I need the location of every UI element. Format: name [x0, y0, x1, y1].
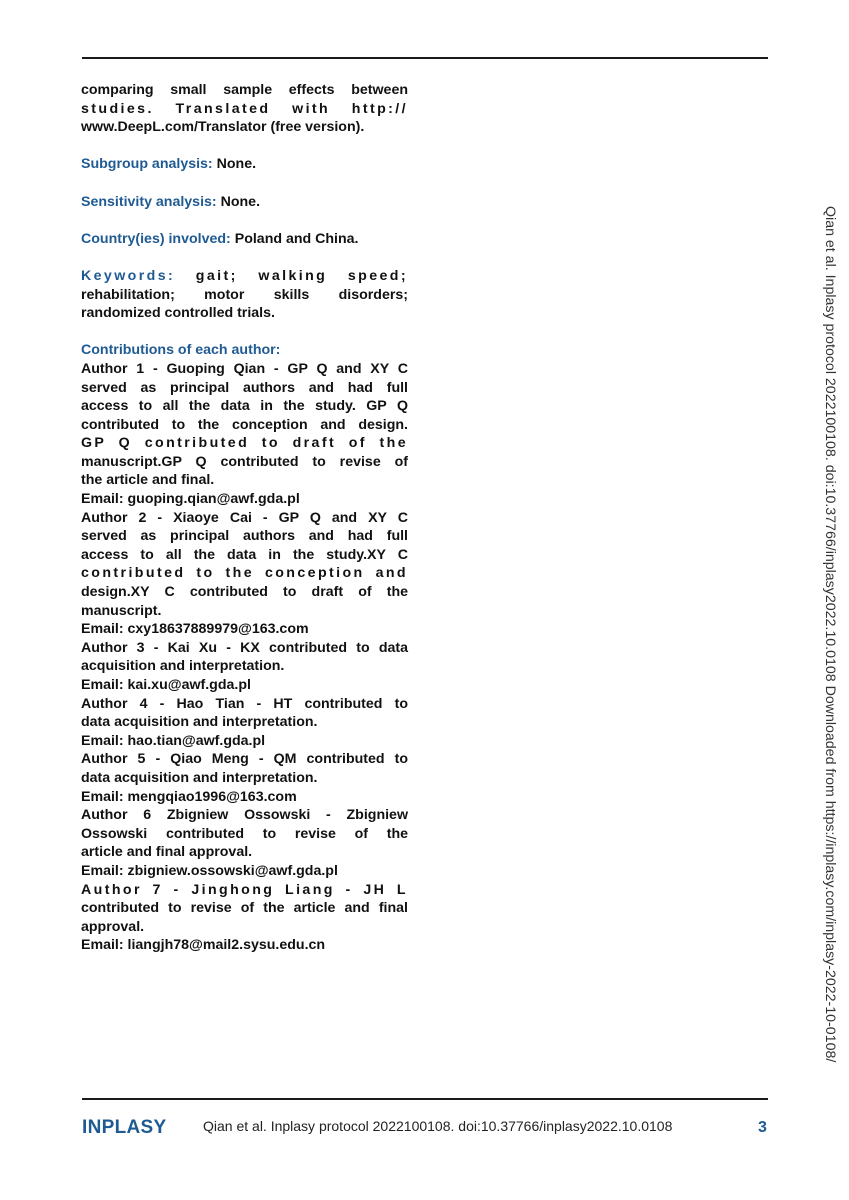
keywords-line	[81, 267, 408, 286]
contribution-line: Ossowski contributed to revise of the	[81, 825, 408, 842]
contributions-body	[81, 360, 408, 955]
contribution-line: Author 6 Zbigniew Ossowski - Zbigniew	[81, 807, 408, 824]
countries-involved	[81, 230, 408, 249]
keywords-line: randomized controlled trials.	[81, 305, 275, 322]
keywords-value: gait; walking speed;	[195, 267, 409, 284]
journal-brand: INPLASY	[82, 1117, 167, 1138]
subgroup-value: None.	[216, 156, 257, 173]
contribution-line: contributed to revise of the article and final	[81, 900, 408, 917]
contribution-line: Author 5 - Qiao Meng - QM contributed to	[81, 751, 408, 768]
contribution-line: Email: hao.tian@awf.gda.pl	[81, 732, 266, 749]
contribution-line: contributed to the conception and	[81, 565, 408, 582]
sensitivity-label: Sensitivity analysis:	[81, 193, 217, 210]
contribution-line: Email: cxy18637889979@163.com	[81, 621, 309, 638]
contribution-line: Email: liangjh78@mail2.sysu.edu.cn	[81, 937, 326, 954]
contribution-line: article and final approval.	[81, 844, 253, 861]
contribution-line: access to all the data in the study. GP Q	[81, 398, 408, 415]
contribution-line: access to all the data in the study.XY C	[81, 546, 408, 563]
contribution-line: Email: mengqiao1996@163.com	[81, 788, 297, 805]
footer-citation: Qian et al. Inplasy protocol 2022100108. doi:10.37766/inplasy2022.10.0108	[203, 1118, 673, 1134]
contributions-heading: Contributions of each author:	[81, 342, 281, 359]
contribution-line: approval.	[81, 918, 145, 935]
contribution-line: Author 3 - Kai Xu - KX contributed to data	[81, 639, 408, 656]
subgroup-analysis	[81, 155, 408, 174]
intro-line: comparing small sample effects between	[81, 82, 408, 98]
side-download-notice: Qian et al. Inplasy protocol 2022100108. doi:10.37766/inplasy2022.10.0108 Downloaded from https://inplasy.com/inplasy-2022-10-0108/	[822, 206, 838, 1063]
text-column	[81, 81, 408, 955]
contribution-line: manuscript.	[81, 602, 162, 619]
contribution-line: Email: kai.xu@awf.gda.pl	[81, 677, 251, 693]
intro-line: studies. Translated with http://	[81, 100, 408, 117]
contribution-line: Author 2 - Xiaoye Cai - GP Q and XY C	[81, 509, 408, 526]
sensitivity-analysis	[81, 193, 408, 212]
contribution-line: design.XY C contributed to draft of the	[81, 584, 408, 601]
country-label: Country(ies) involved:	[81, 230, 231, 247]
contribution-line: data acquisition and interpretation.	[81, 769, 318, 786]
contribution-line: contributed to the conception and design.	[81, 416, 408, 433]
page-number: 3	[758, 1119, 767, 1136]
contribution-line: Author 1 - Guoping Qian - GP Q and XY C	[81, 360, 408, 377]
footer-rule	[82, 1098, 768, 1100]
contribution-line: served as principal authors and had full	[81, 528, 408, 545]
contribution-line: data acquisition and interpretation.	[81, 714, 318, 731]
contribution-line: Author 4 - Hao Tian - HT contributed to	[81, 695, 408, 712]
contribution-line: manuscript.GP Q contributed to revise of	[81, 453, 408, 470]
contribution-line: served as principal authors and had full	[81, 379, 408, 396]
contribution-line: Author 7 - Jinghong Liang - JH L	[81, 881, 408, 898]
sensitivity-value: None.	[220, 193, 261, 210]
contribution-line: Email: zbigniew.ossowski@awf.gda.pl	[81, 862, 338, 879]
contribution-line: the article and final.	[81, 472, 215, 489]
intro-line: www.DeepL.com/Translator (free version).	[81, 119, 365, 136]
header-rule	[82, 57, 768, 59]
country-value: Poland and China.	[234, 230, 359, 247]
keywords-label: Keywords:	[81, 267, 176, 284]
contribution-line: GP Q contributed to draft of the	[81, 435, 408, 452]
contribution-line: Email: guoping.qian@awf.gda.pl	[81, 491, 300, 508]
keywords-line: rehabilitation; motor skills disorders;	[81, 286, 408, 303]
subgroup-label: Subgroup analysis:	[81, 156, 213, 173]
contribution-line: acquisition and interpretation.	[81, 658, 285, 675]
